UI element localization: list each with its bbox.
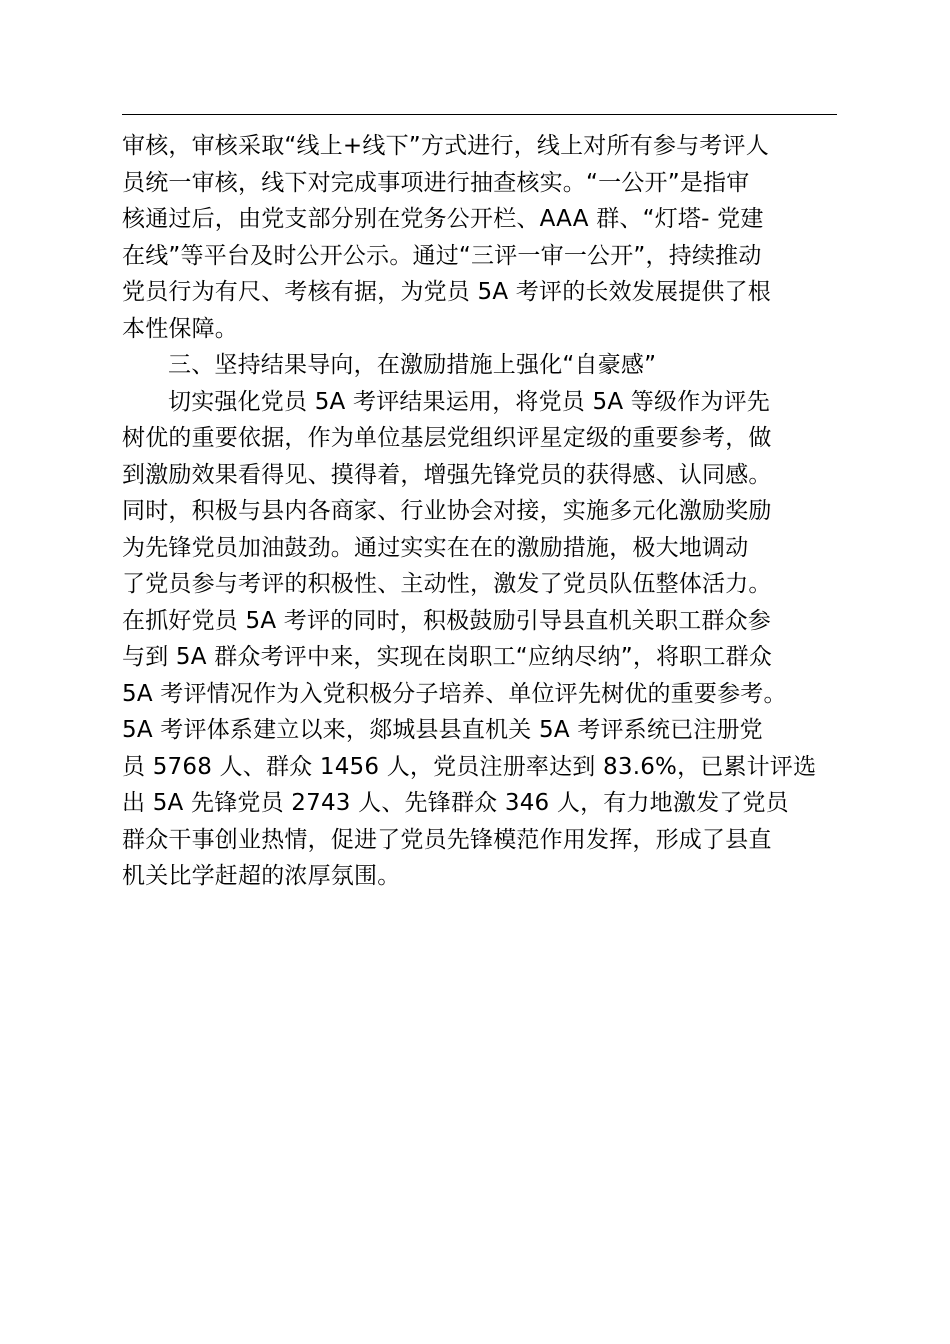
text-line: 5A 考评情况作为入党积极分子培养、单位评先树优的重要参考。 [122,680,787,707]
text-line: 党员行为有尺、考核有据，为党员 5A 考评的长效发展提供了根 [122,279,771,305]
text-line: 群众干事创业热情，促进了党员先锋模范作用发挥，形成了县直 [122,826,772,853]
text-line: 了党员参与考评的积极性、主动性，激发了党员队伍整体活力。 [122,571,772,597]
text-line: 同时，积极与县内各商家、行业协会对接，实施多元化激励奖励 [122,498,772,524]
text-line: 核通过后，由党支部分别在党务公开栏、AAA 群、“灯塔- 党建 [122,206,764,232]
text-line: 在线”等平台及时公开公示。通过“三评一审一公开”，持续推动 [122,242,762,269]
text-line: 机关比学赶超的浓厚氛围。 [122,863,401,889]
text-line: 5A 考评体系建立以来，郯城县县直机关 5A 考评系统已注册党 [122,717,763,743]
section-heading: 三、坚持结果导向，在激励措施上强化“自豪感” [168,352,657,378]
text-line: 审核，审核采取“线上+线下”方式进行，线上对所有参与考评人 [122,133,769,159]
document-body [122,128,842,895]
text-line: 切实强化党员 5A 考评结果运用，将党员 5A 等级作为评先 [168,388,770,415]
text-line: 树优的重要依据，作为单位基层党组织评星定级的重要参考，做 [122,425,772,451]
text-line: 员 5768 人、群众 1456 人，党员注册率达到 83.6%，已累计评选 [122,753,817,780]
text-line: 与到 5A 群众考评中来，实现在岗职工“应纳尽纳”，将职工群众 [122,644,773,670]
text-line: 员统一审核，线下对完成事项进行抽查核实。“一公开”是指审 [122,169,750,196]
header-rule [122,114,837,115]
text-line: 在抓好党员 5A 考评的同时，积极鼓励引导县直机关职工群众参 [122,607,771,634]
text-line: 出 5A 先锋党员 2743 人、先锋群众 346 人，有力地激发了党员 [122,790,789,816]
text-line: 到激励效果看得见、摸得着，增强先锋党员的获得感、认同感。 [122,461,772,488]
text-line: 本性保障。 [122,315,238,342]
text-line: 为先锋党员加油鼓劲。通过实实在在的激励措施，极大地调动 [122,534,749,561]
